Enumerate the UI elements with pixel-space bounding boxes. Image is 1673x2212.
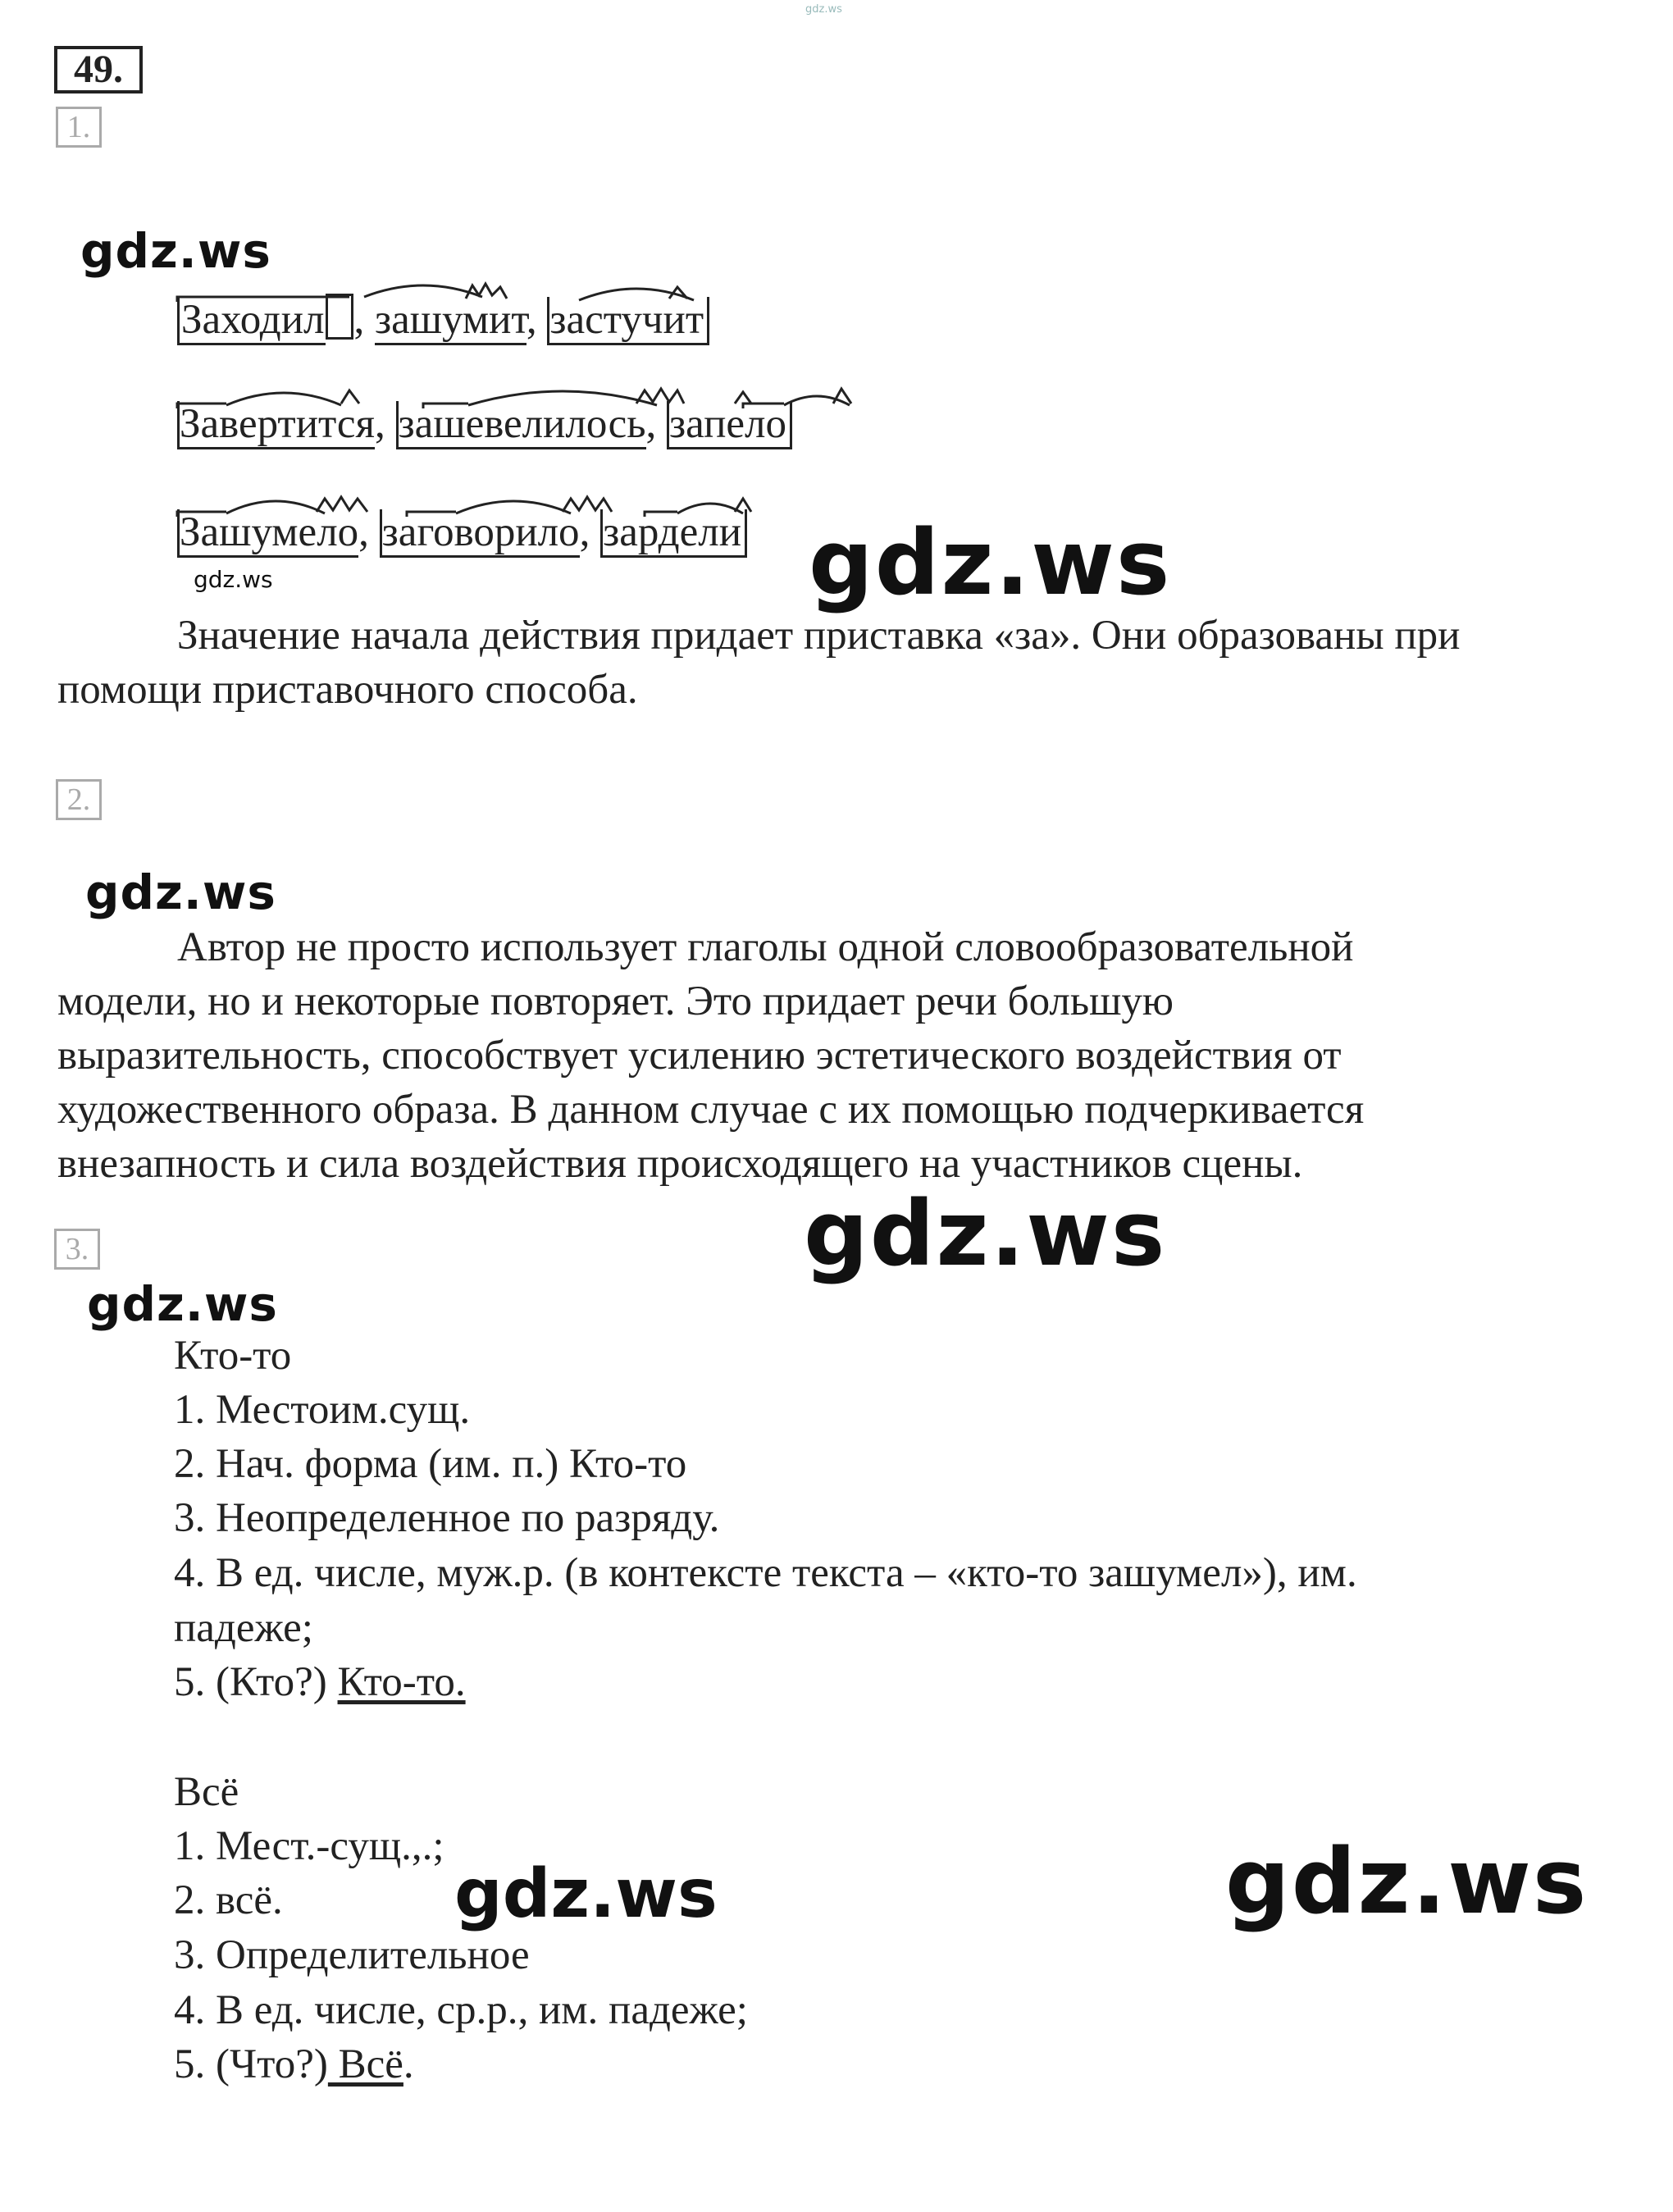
comma: ,	[375, 401, 396, 447]
word2-item-1: 1. Мест.-сущ.,.;	[174, 1823, 444, 1869]
top-watermark: gdz.ws	[805, 3, 842, 16]
watermark: gdz.ws	[87, 1276, 278, 1332]
watermark-large: gdz.ws	[804, 1181, 1167, 1286]
morph-row-3	[177, 509, 747, 556]
word-zashumelo: Зашумело	[177, 509, 358, 558]
morph-row-1	[177, 294, 709, 344]
task2-line-2: модели, но и некоторые повторяет. Это придает речи большую	[57, 978, 1174, 1024]
word2-item-5	[174, 2037, 414, 2092]
comma: ,	[358, 509, 380, 555]
word2-answer: Всё	[327, 2041, 403, 2087]
comma: ,	[579, 509, 601, 555]
word1-item-5-prefix: 5. (Кто?)	[174, 1659, 338, 1705]
task2-line-1: Автор не просто использует глаголы одной словообразовательной	[177, 924, 1354, 970]
word1-item-5	[174, 1655, 466, 1710]
word-zavertitsya: Завертится	[177, 401, 375, 449]
word-zardeli: зардели	[600, 509, 747, 558]
word-zahodil: Заходил	[177, 297, 326, 345]
watermark-large: gdz.ws	[1225, 1829, 1589, 1934]
exercise-number: 49.	[54, 46, 143, 93]
task2-line-5: внезапность и сила воздействия происходящего на участников сцены.	[57, 1141, 1303, 1187]
watermark: gdz.ws	[85, 864, 276, 920]
word2-item-2: 2. всё.	[174, 1877, 283, 1923]
word-zashevelilos: зашевелилось	[396, 401, 646, 449]
word2-item-4: 4. В ед. числе, ср.р., им. падеже;	[174, 1987, 748, 2033]
morpheme-marks-row-1	[177, 280, 784, 305]
word1-item-1: 1. Местоим.сущ.	[174, 1387, 471, 1433]
task-label-3: 3.	[54, 1229, 100, 1270]
word-zastuchit: застучит	[547, 297, 709, 345]
comma: ,	[526, 297, 548, 343]
word2-item-5-suffix: .	[403, 2041, 414, 2087]
task1-text-line-1: Значение начала действия придает приставка «за». Они образованы при	[177, 613, 1461, 659]
morpheme-marks-row-3	[177, 490, 833, 520]
word1-item-3: 3. Неопределенное по разряду.	[174, 1495, 720, 1541]
task-label-1: 1.	[56, 107, 102, 148]
word-zapelo: запело	[667, 401, 792, 449]
comma: ,	[645, 401, 667, 447]
watermark-small: gdz.ws	[194, 566, 273, 593]
task1-text-line-2: помощи приставочного способа.	[57, 667, 638, 713]
comma: ,	[353, 297, 375, 343]
task2-line-4: художественного образа. В данном случае с их помощью подчеркивается	[57, 1087, 1365, 1133]
morph-row-2	[177, 400, 792, 448]
word1-item-4-cont: падеже;	[174, 1605, 313, 1651]
word1-item-4: 4. В ед. числе, муж.р. (в контексте текста – «кто-то зашумел»), им.	[174, 1550, 1357, 1596]
word1-answer: Кто-то.	[337, 1659, 466, 1705]
word1-title: Кто-то	[174, 1333, 292, 1379]
word-zagovorilo: заговорило	[380, 509, 580, 558]
word2-item-3: 3. Определительное	[174, 1932, 530, 1978]
watermark-medium: gdz.ws	[454, 1855, 718, 1933]
word2-title: Всё	[174, 1769, 239, 1815]
word-zashumit: зашумит	[375, 297, 527, 345]
task-label-2: 2.	[56, 779, 102, 820]
watermark: gdz.ws	[80, 223, 271, 279]
morpheme-marks-row-2	[177, 382, 882, 412]
watermark-large: gdz.ws	[809, 510, 1172, 615]
task2-line-3: выразительность, способствует усилению эстетического воздействия от	[57, 1033, 1342, 1079]
word2-item-5-prefix: 5. (Что?)	[174, 2041, 328, 2087]
word1-item-2: 2. Нач. форма (им. п.) Кто-то	[174, 1441, 687, 1487]
